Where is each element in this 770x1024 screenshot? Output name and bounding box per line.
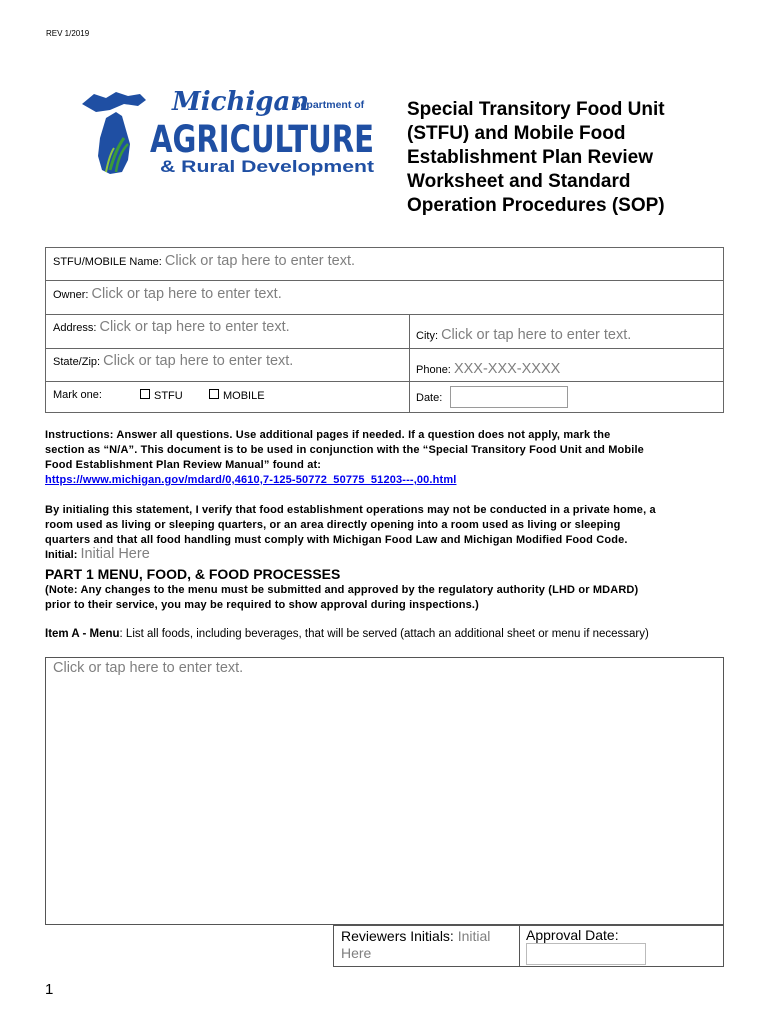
owner-field[interactable]: [53, 286, 282, 302]
row-divider: [46, 381, 723, 382]
name-input[interactable]: Click or tap here to enter text.: [164, 253, 356, 269]
title-line: Special Transitory Food Unit: [407, 99, 665, 120]
title-line: Establishment Plan Review: [407, 147, 654, 168]
instructions-line: Instructions: Answer all questions. Use additional pages if needed. If a question does not apply, mark the: [45, 429, 611, 441]
column-divider: [409, 314, 410, 412]
date-input[interactable]: [450, 386, 568, 408]
mobile-option[interactable]: [209, 389, 265, 402]
reviewer-initials-placeholder[interactable]: Initial: [457, 928, 491, 944]
address-input[interactable]: Click or tap here to enter text.: [99, 319, 290, 335]
title-line: (STFU) and Mobile Food: [407, 123, 626, 144]
menu-placeholder: Click or tap here to enter text.: [53, 660, 244, 676]
logo-department: Department of: [293, 99, 365, 111]
owner-input[interactable]: Click or tap here to enter text.: [91, 286, 282, 302]
name-label: STFU/MOBILE Name:: [53, 256, 162, 268]
title-line: Operation Procedures (SOP): [407, 195, 665, 216]
menu-textarea[interactable]: [45, 657, 724, 925]
verification-line: room used as living or sleeping quarters, or an area directly opening into a room used as living or sleeping: [45, 519, 621, 531]
phone-field[interactable]: [416, 361, 560, 377]
instructions-line: Food Establishment Plan Review Manual” found at:: [45, 459, 322, 471]
row-divider: [46, 280, 723, 281]
stfu-option-label: STFU: [154, 390, 183, 402]
verification-statement: [45, 503, 729, 548]
city-label: City:: [416, 330, 438, 342]
verification-line: quarters and that all food handling must comply with Michigan Food Law and Michigan Modified Food Code.: [45, 534, 628, 546]
note-line: prior to their service, you may be required to show approval during inspections.): [45, 599, 479, 611]
logo-michigan: Michigan: [172, 87, 310, 117]
document-title: [407, 98, 727, 218]
revision-label: REV 1/2019: [46, 29, 90, 38]
establishment-info-form: [45, 247, 724, 413]
approval-date-input[interactable]: [526, 943, 646, 965]
reviewer-initials-placeholder-cont[interactable]: Here: [341, 945, 372, 961]
initial-label: Initial:: [45, 549, 78, 561]
state-zip-field[interactable]: [53, 353, 293, 369]
michigan-map-icon: [82, 92, 146, 174]
address-label: Address:: [53, 322, 97, 334]
instructions-paragraph: [45, 428, 729, 488]
initial-field[interactable]: [45, 546, 150, 562]
approval-date-label: Approval Date:: [526, 927, 619, 943]
row-divider: [46, 348, 723, 349]
state-zip-label: State/Zip:: [53, 356, 101, 368]
name-field[interactable]: [53, 253, 355, 269]
instructions-line: section as “N/A”. This document is to be used in conjunction with the “Special Transitory Food Unit and Mobile: [45, 444, 644, 456]
reviewer-initials-box[interactable]: [333, 925, 520, 967]
row-divider: [46, 314, 723, 315]
part1-note: [45, 583, 729, 613]
verification-line: By initialing this statement, I verify that food establishment operations may not be conducted in a private home, a: [45, 504, 656, 516]
item-a-text: : List all foods, including beverages, that will be served (attach an additional sheet or menu if necessary): [119, 628, 649, 640]
stfu-checkbox[interactable]: [140, 389, 150, 399]
part1-heading: PART 1 MENU, FOOD, & FOOD PROCESSES: [45, 566, 341, 582]
approval-date-box: [520, 925, 724, 967]
owner-label: Owner:: [53, 289, 89, 301]
address-field[interactable]: [53, 319, 290, 335]
reviewer-initials-label: Reviewers Initials:: [341, 928, 454, 944]
item-a-label: Item A - Menu: [45, 628, 120, 640]
logo-agriculture: AGRICULTURE: [150, 118, 374, 161]
city-field[interactable]: [416, 327, 631, 343]
stfu-option[interactable]: [140, 389, 183, 402]
phone-label: Phone:: [416, 364, 451, 376]
page-number: 1: [45, 981, 54, 998]
title-line: Worksheet and Standard: [407, 171, 631, 192]
mobile-option-label: MOBILE: [223, 390, 265, 402]
item-a-prompt: [45, 628, 649, 640]
mark-one-label: Mark one:: [53, 389, 102, 401]
mdard-logo: [80, 86, 380, 178]
date-label: Date:: [416, 392, 443, 404]
city-input[interactable]: Click or tap here to enter text.: [441, 327, 632, 343]
initial-input[interactable]: Initial Here: [80, 546, 150, 562]
logo-rural-development: & Rural Development: [160, 157, 375, 176]
reviewer-initials-content: [341, 928, 519, 962]
note-line: (Note: Any changes to the menu must be submitted and approved by the regulatory authority (LHD or MDARD): [45, 584, 639, 596]
mobile-checkbox[interactable]: [209, 389, 219, 399]
state-zip-input[interactable]: Click or tap here to enter text.: [103, 353, 294, 369]
manual-link[interactable]: https://www.michigan.gov/mdard/0,4610,7-125-50772_50775_51203---,00.html: [45, 474, 457, 486]
phone-input[interactable]: XXX-XXX-XXXX: [453, 361, 561, 377]
